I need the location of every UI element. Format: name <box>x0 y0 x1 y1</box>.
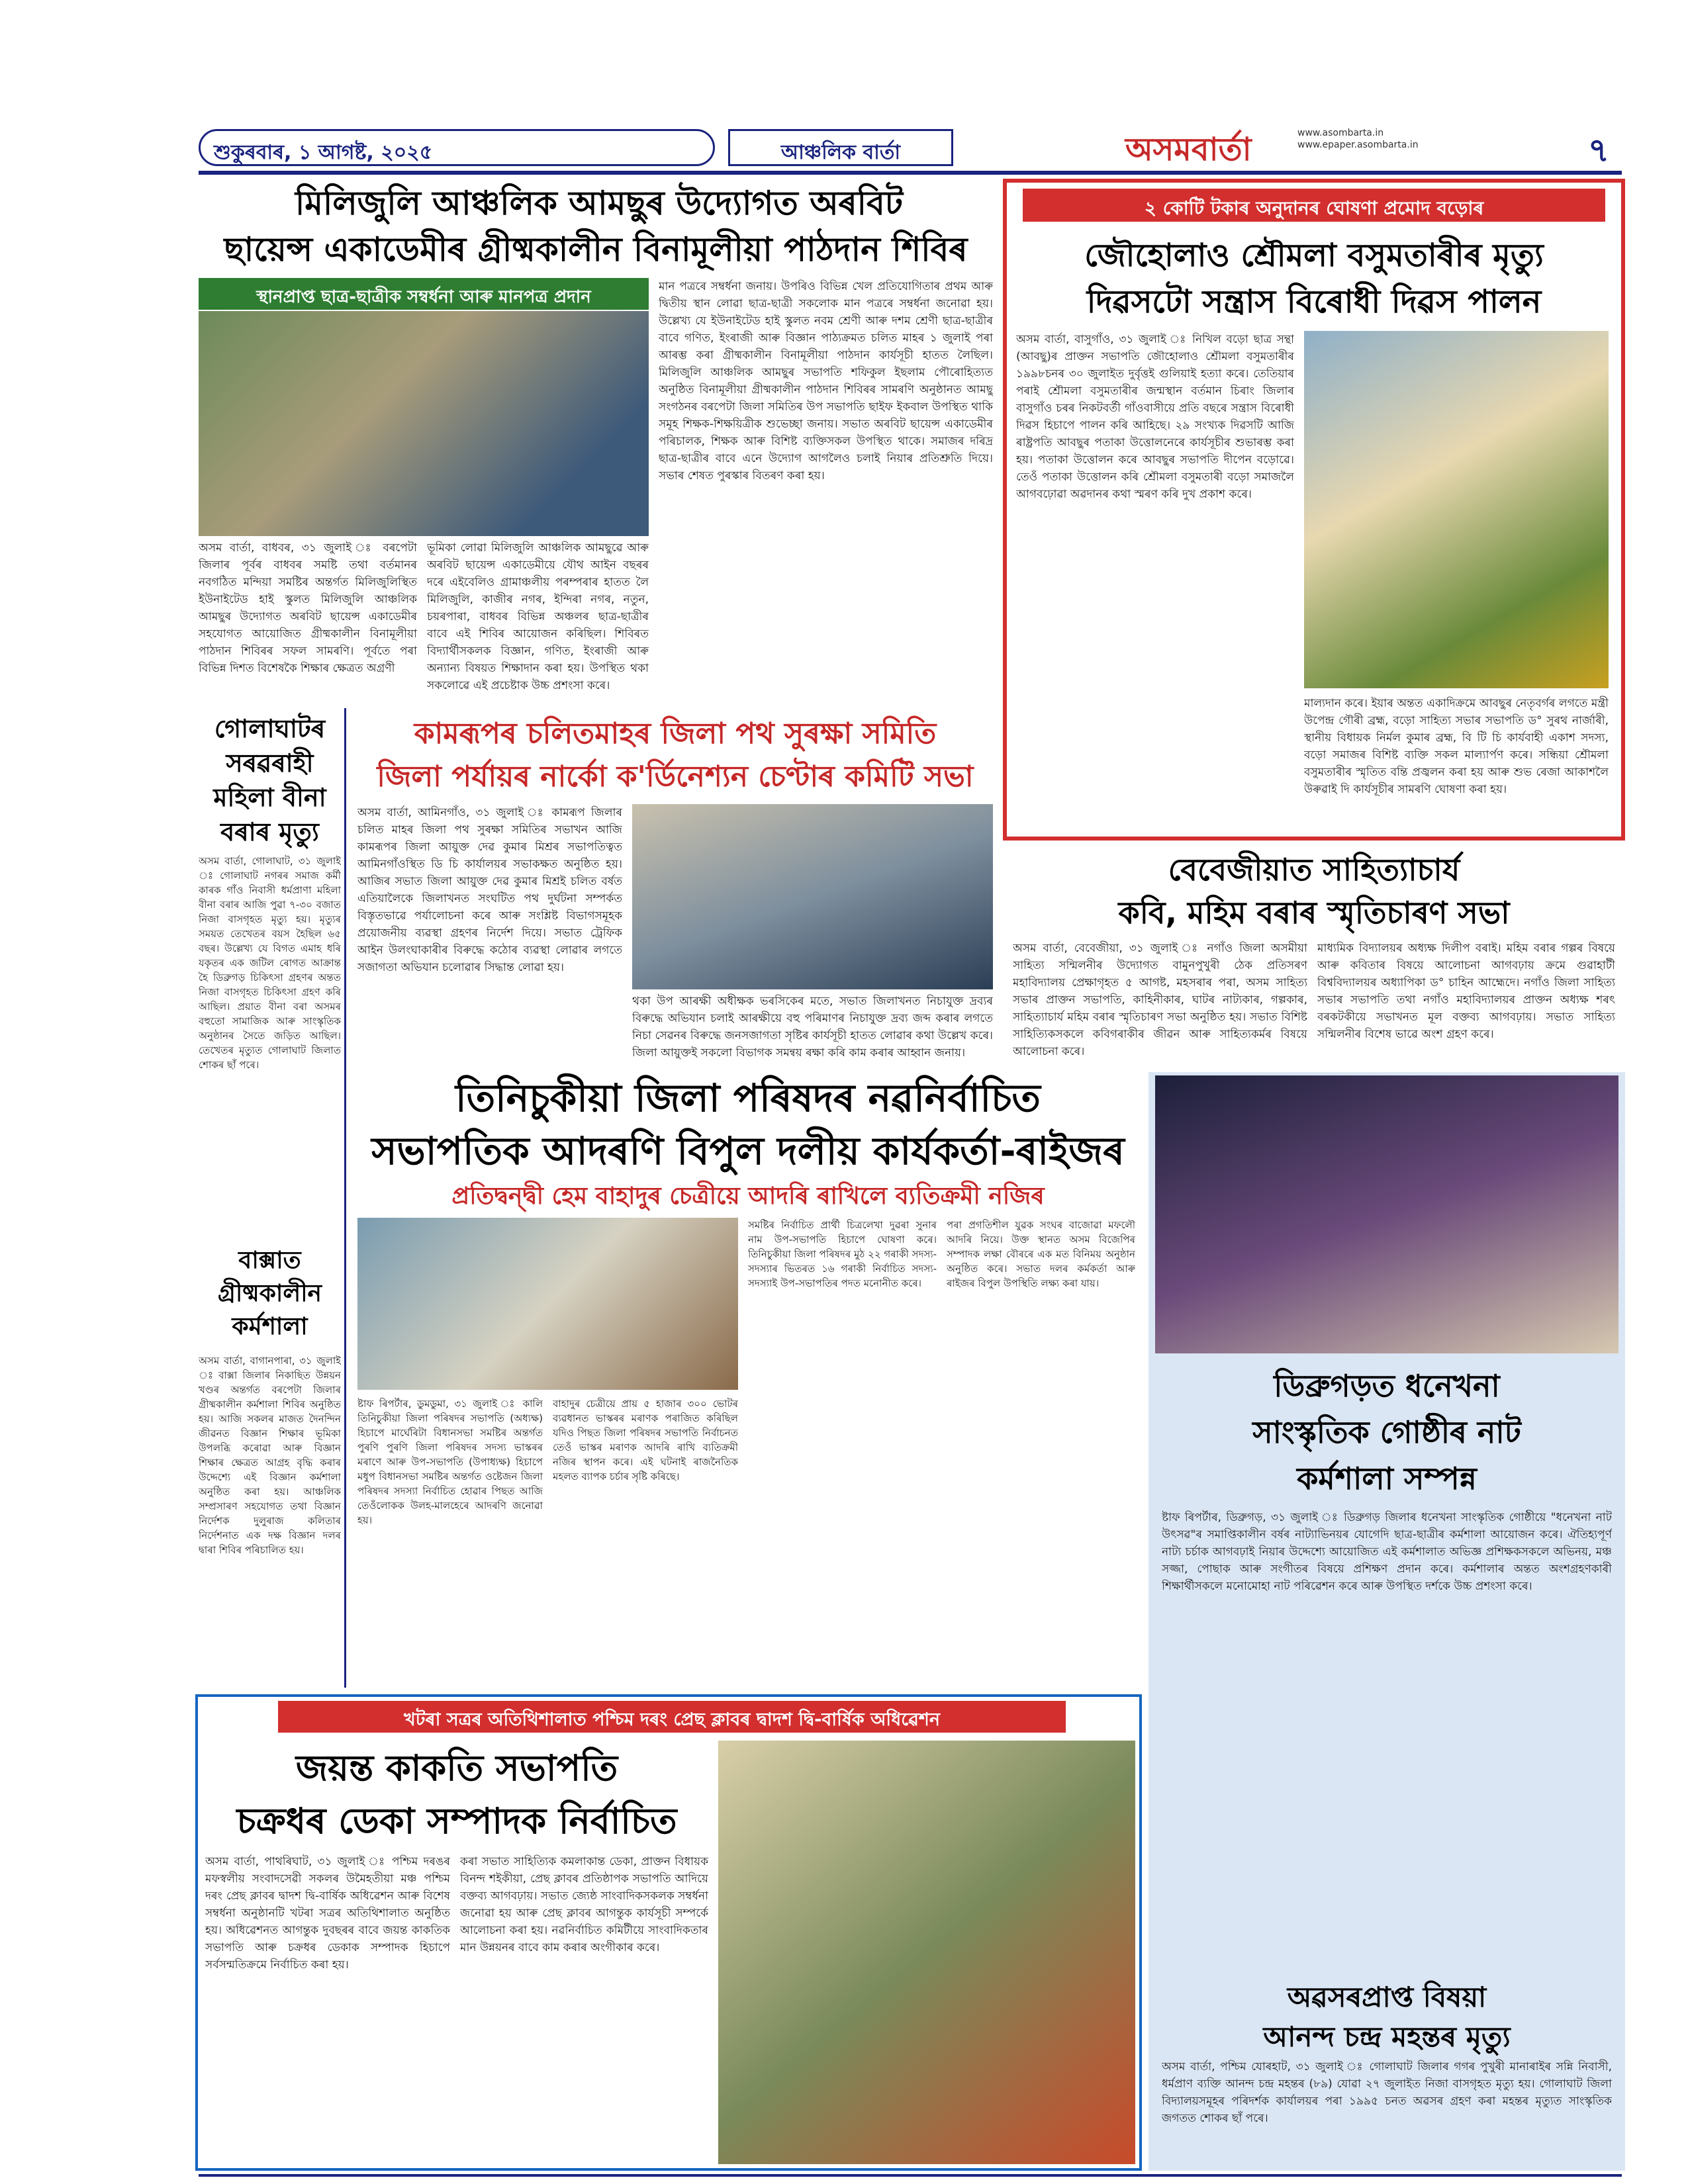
story1-body-col2: ভূমিকা লোৱা মিলিজুলি আঞ্চলিক আমছুৱে আৰু অৰবিট ছায়েন্স একাডেমীয়ে যৌথ আইন বছৰৰ দৰে এইবেলিও গ্ৰামাঞ্চলীয় পৰম্পৰাৰ হাতত লৈ মিলিজুলি, কাজীৰ নগৰ, ইন্দিৰা নগৰ, নতুন, চয়ৰপাৰা, বাধবৰ বিভিন্ন অঞ্চলৰ ছাত্ৰ-ছাত্ৰীৰ বাবে এই শিবিৰ আয়োজন কৰিছিল। শিবিৰত বিদ্যাৰ্থীসকলক বিজ্ঞান, গণিত, ইংৰাজী আৰু অন্যান্য বিষয়ত শিক্ষাদান কৰা হয়। উপস্থিত থকা সকলোৱে এই প্ৰচেষ্টাক উচ্চ প্ৰশংসা কৰে। <box>427 541 649 692</box>
header-rule <box>199 171 1622 175</box>
award-photo <box>718 1741 1135 2164</box>
website-link[interactable]: www.asombarta.in <box>1297 128 1384 138</box>
story1-group-photo <box>199 311 649 536</box>
feature-body-col1: অসম বাৰ্তা, বাসুগাঁও, ৩১ জুলাই ঃ নিখিল বড়ো ছাত্ৰ সন্থা (আবছু)ৰ প্ৰাক্তন সভাপতি জৌহোলাও শ্ৰৌমলা বসুমতাৰীৰ ১৯৯৮চনৰ ৩০ জুলাইত দুৰ্বৃত্তই গুলিয়াই হত্যা কৰে। তেতিয়াৰ পৰাই শ্ৰৌমলা বসুমতাৰীৰ জন্মস্থান বৰ্তমান চিৰাং জিলাৰ বাসুগাঁও চৰৰ নিকটবৰ্তী গাঁওবাসীয়ে প্ৰতি বছৰে সন্ত্ৰাস বিৰোধী দিৱস হিচাপে পালন কৰি আহিছে। ২৯ সংখ্যক দিৱসটি আজি ৰাষ্ট্ৰপতি আবছুৰ পতাকা উত্তোলনেৰে কাৰ্যসূচীৰ শুভাৰম্ভ কৰা হয়। পতাকা উত্তোলন কৰে আবছুৰ সভাপতি দীপেন বড়োৱে। তেওঁ পতাকা উত্তোলন কৰি শ্ৰৌমলা বসুমতাৰী বড়ো সমাজলৈ আগবঢ়োৱা অৱদানৰ কথা স্মৰণ কৰি দুখ প্ৰকাশ কৰে। <box>1016 333 1294 501</box>
feature-headline-1: জৌহোলাও শ্ৰৌমলা বসুমতাৰীৰ মৃত্যু <box>1084 237 1544 274</box>
drama-photo <box>1155 1075 1618 1353</box>
feature-banner: ২ কোটি টকাৰ অনুদানৰ ঘোষণা প্ৰমোদ বড়োৰ <box>1023 189 1605 222</box>
story3-subhead: প্ৰতিদ্বন্দ্বী হেম বাহাদুৰ চেত্ৰীয়ে আদৰি ৰাখিলে ব্যতিক্ৰমী নজিৰ <box>451 1183 1045 1210</box>
story3-body-col2: বাহাদুৰ চেত্ৰীয়ে প্ৰায় ৫ হাজাৰ ৩০০ ভোটৰ ব্যৱধানত ভাস্কৰৰ মৰাণক পৰাজিত কৰিছিল যদিও পিছত জিলা পৰিষদৰ সভাপতি নিৰ্বাচনত তেওঁ ভাস্কৰ মৰাণক আদৰি ৰাখি ব্যতিক্ৰমী নজিৰ স্থাপন কৰে। এই ঘটনাই ৰাজনৈতিক মহলত ব্যাপক চৰ্চাৰ সৃষ্টি কৰিছে। <box>553 1398 738 1482</box>
date-pill: শুকুৰবাৰ, ১ আগষ্ট, ২০২৫ <box>199 129 715 166</box>
story4-headline-1: জয়ন্ত কাকতি সভাপতি <box>295 1747 618 1789</box>
obituary-headline-2: আনন্দ চন্দ্ৰ মহন্তৰ মৃত্যু <box>1263 2021 1511 2053</box>
flag-hoisting-photo <box>1304 331 1609 688</box>
story1-body-col1: অসম বাৰ্তা, বাধবৰ, ৩১ জুলাই ঃ বৰপেটা জিলাৰ পূৰ্বৰ বাধবৰ সমষ্টি তথা বৰ্তমানৰ নবগঠিত মন্দিয়া সমষ্টিৰ অন্তৰ্গত মিলিজুলিস্থিত ইউনাইটেড হাই স্কুলত মিলিজুলি আঞ্চলিক আমছুৰ উদ্যোগত অৰবিট ছায়েন্স একাডেমীৰ সহযোগত আয়োজিত গ্ৰীষ্মকালীন বিনামূলীয়া পাঠদান শিবিৰৰ সফল সামৰণি। পূৰ্বতে পৰা বিভিন্ন দিশত বিশেষকৈ শিক্ষাৰ ক্ষেত্ৰত অগ্ৰণী <box>199 541 417 675</box>
story3-body-col4: পৰা প্ৰগতিশীল যুৱক সংঘৰ বাজোৱা মফলৌ আদৰি নিয়ে। উক্ত স্থানত অসম বিজেপিৰ সম্পাদক লক্ষা বৌৰৰে এক মত বিনিময় অনুষ্ঠান অনুষ্ঠিত কৰে। সভাত দলৰ কৰ্মকৰ্তা আৰু ৰাইজৰ বিপুল উপস্থিতি লক্ষ্য কৰা যায়। <box>947 1219 1135 1289</box>
story2-body-col1: অসম বাৰ্তা, আমিনগাঁও, ৩১ জুলাই ঃ কামৰূপ জিলাৰ চলিত মাহৰ জিলা পথ সুৰক্ষা সমিতিৰ সভাখন আজি কামৰূপৰ জিলা আয়ুক্ত দেৱ কুমাৰ মিশ্ৰৰ সভাপতিত্বত আমিনগাঁওস্থিত ডি চি কাৰ্যালয়ৰ সভাকক্ষত অনুষ্ঠিত হয়। আজিৰ সভাত জিলা আয়ুক্ত দেৱ কুমাৰ মিশ্ৰই চলিত বৰ্ষত এতিয়ালৈকে জিলাখনত সংঘটিত পথ দুৰ্ঘটনা সম্পৰ্কত বিস্তৃতভাৱে পৰ্যালোচনা কৰে আৰু সংশ্লিষ্ট বিভাগসমূহক প্ৰয়োজনীয় ব্যৱস্থা গ্ৰহণৰ নিৰ্দেশ দিয়ে। সভাত ট্ৰেফিক আইন উলংঘাকাৰীৰ বিৰুদ্ধে কঠোৰ ব্যৱস্থা লোৱাৰ লগতে সজাগতা অভিযান চলোৱাৰ সিদ্ধান্ত লোৱা হয়। <box>357 806 622 974</box>
story3-body-col3: সমষ্টিৰ নিৰ্বাচিত প্ৰাৰ্থী চিত্ৰলেখা দুৱৰা সুনাৰ নাম উপ-সভাপতি হিচাপে ঘোষণা কৰে। তিনিচুকীয়া জিলা পৰিষদৰ মুঠ ২২ গৰাকী সদস্য-সদস্যাৰ ভিতৰত ১৬ গৰাকী নিৰ্বাচিত সদস্য-সদস্যাই উপ-সভাপতিৰ পদত মনোনীত কৰে। <box>748 1219 937 1289</box>
footer-rule <box>199 2174 1622 2177</box>
story2-headline-2: জিলা পৰ্যায়ৰ নাৰ্কো ক'ৰ্ডিনেশ্যন চেণ্টাৰ কমিটি সভা <box>377 760 974 794</box>
feature-headline-2: দিৱসটো সন্ত্ৰাস বিৰোধী দিৱস পালন <box>1086 283 1542 320</box>
press-club-banner: খটৰা সত্ৰৰ অতিথিশালাত পশ্চিম দৰং প্ৰেছ ক্লাবৰ দ্বাদশ দ্বি-বাৰ্ষিক অধিৱেশন <box>278 1701 1066 1733</box>
right2-headline-1: ডিব্ৰুগড়ত ধনেখনা <box>1274 1368 1500 1404</box>
story1-subhead: স্থানপ্ৰাপ্ত ছাত্ৰ-ছাত্ৰীক সম্বৰ্ধনা আৰু মানপত্ৰ প্ৰদান <box>199 278 649 310</box>
felicitation-photo <box>357 1218 738 1390</box>
obituary-headline-1: অৱসৰপ্ৰাপ্ত বিষয়া <box>1287 1981 1487 2013</box>
meeting-photo <box>632 804 993 989</box>
right2-body: ষ্টাফ ৰিপৰ্টাৰ, ডিব্ৰুগড়, ৩১ জুলাই ঃ ডিব্ৰুগড় জিলাৰ ধনেখনা সাংস্কৃতিক গোষ্ঠীয়ে "ধনেখনা নাট উৎসৱ"ৰ সমাপ্তিকালীন বৰ্ষৰ নাট্যাভিনয়ৰ যোগেদি ছাত্ৰ-ছাত্ৰীৰ কৰ্মশালা আয়োজন কৰে। ঐতিহ্যপূৰ্ণ নাট্য চৰ্চাক আগবঢ়াই নিয়াৰ উদ্দেশ্যে আয়োজিত এই কৰ্মশালাত অভিজ্ঞ প্ৰশিক্ষকসকলে অভিনয়, মঞ্চ সজ্জা, পোছাক আৰু সংগীতৰ বিষয়ে প্ৰশিক্ষণ প্ৰদান কৰে। কৰ্মশালাৰ অন্তত অংশগ্ৰহণকাৰী শিক্ষাৰ্থীসকলে মনোমোহা নাট পৰিৱেশন কৰে আৰু উপস্থিত দৰ্শকে উচ্চ প্ৰশংসা কৰে। <box>1162 1511 1612 1593</box>
baksa-body: অসম বাৰ্তা, বাগানপাৰা, ৩১ জুলাই ঃ বাক্সা জিলাৰ নিকাছিত উন্নয়ন খণ্ডৰ অন্তৰ্গত বৰপেটা জিলাৰ গ্ৰীষ্মকালীন কৰ্মশালা শিবিৰ অনুষ্ঠিত হয়। আজি সকলৰ মাজত দৈনন্দিন জীৱনত বিজ্ঞান শিক্ষাৰ ভূমিকা উপলব্ধি কৰোৱা আৰু বিজ্ঞান শিক্ষাৰ ক্ষেত্ৰত আগ্ৰহ বৃদ্ধি কৰাৰ উদ্দেশ্যে এই বিজ্ঞান কৰ্মশালা অনুষ্ঠিত কৰা হয়। আঞ্চলিক সম্প্ৰসাৰণ সহযোগত তথা বিজ্ঞান নিৰ্দেশক দুলুৰাজ কলিতাৰ নিৰ্দেশনাত এক দক্ষ বিজ্ঞান দলৰ দ্বাৰা শিবিৰ পৰিচালিত হয়। <box>199 1355 341 1556</box>
right1-body-col2: মাধ্যমিক বিদ্যালয়ৰ অধ্যক্ষ দিলীপ বৰাই। মহিম বৰাৰ গল্পৰ বিষয়ে আৰু কবিতাৰ বিষয়ে আলোচনা আগবঢ়ায় ক্ৰমে গুৱাহাটী বিশ্ববিদ্যালয়ৰ অধ্যাপিকা ড° চাহিন আহ্মেদে। নগাঁও জিলা সাহিত্য সভাৰ সভাপতি তথা নগাঁও মহাবিদ্যালয়ৰ প্ৰাক্তন অধ্যক্ষ শৰৎ বৰকটকীয়ে সভাখনত মূল বক্তব্য আগবঢ়ায়। সভাত সাহিত্য সন্মিলনীৰ বিশেষ ভাৱে অংশ গ্ৰহণ কৰে। <box>1317 942 1615 1041</box>
story4-headline-2: চক্ৰধৰ ডেকা সম্পাদক নিৰ্বাচিত <box>236 1800 677 1842</box>
right2-headline-3: কৰ্মশালা সম্পন্ন <box>1297 1461 1477 1496</box>
golaghat-body: অসম বাৰ্তা, গোলাঘাট, ৩১ জুলাই ঃ গোলাঘাট নগৰৰ সমাজ কৰ্মী কাৰক গাঁও নিবাসী ধৰ্মপ্ৰাণা মহিলা বীনা বৰাৰ আজি পুৱা ৭-৩০ বজাত নিজা বাসগৃহত মৃত্যু হয়। মৃত্যুৰ সময়ত তেখেতৰ বয়স হৈছিল ৬৫ বছৰ। উল্লেখ্য যে বিগত এমাহ ধৰি যকৃতৰ এক জটিল ৰোগত আক্ৰান্ত হৈ ডিব্ৰুগড় চিকিৎসা গ্ৰহণৰ অন্তত নিজা বাসগৃহত চিকিৎসা গ্ৰহণ কৰি আছিল। প্ৰয়াত বীনা বৰা অসমৰ বহুতো সামাজিক আৰু সাংস্কৃতিক অনুষ্ঠানৰ সৈতে জড়িত আছিল। তেখেতৰ মৃত্যুত গোলাঘাট জিলাত শোকৰ ছাঁ পৰে। <box>199 855 341 1071</box>
newspaper-logo: অসমবাৰ্তা <box>1125 131 1252 168</box>
golaghat-headline: গোলাঘাটৰ সৰৱৰাহী মহিলা বীনা বৰাৰ মৃত্যু <box>213 714 326 846</box>
right1-headline-2: কবি, মহিম বৰাৰ স্মৃতিচাৰণ সভা <box>1118 895 1510 931</box>
right1-headline-1: বেবেজীয়াত সাহিত্যাচাৰ্য <box>1168 852 1460 887</box>
epaper-link[interactable]: www.epaper.asombarta.in <box>1297 140 1419 150</box>
story3-headline-1: তিনিচুকীয়া জিলা পৰিষদৰ নৱনিৰ্বাচিত <box>455 1075 1041 1120</box>
section-label: আঞ্চলিক বাৰ্তা <box>728 129 953 166</box>
story3-body-col1: ষ্টাফ ৰিপৰ্টাৰ, ডুমডুমা, ৩১ জুলাই ঃ কালি তিনিচুকীয়া জিলা পৰিষদৰ সভাপতি (অধ্যক্ষ) হিচাপে মাৰ্ঘেৰিটা বিধানসভা সমষ্টিৰ অন্তৰ্গত পুৰণি পুৰণি জিলা পৰিষদৰ সদস্য ভাস্কৰৰ মৰাণে আৰু উপ-সভাপতি (উপাধ্যক্ষ) হিচাপে মধুপ বিধানসভা সমষ্টিৰ অন্তৰ্গত ওষ্টেজন জিলা পৰিষদৰ সদস্যা নিৰ্বাচিত হোৱাৰ পিছত আজি তেওঁলোকক উলহ-মালহেৰে আদৰণি জনোৱা হয়। <box>357 1398 543 1526</box>
right1-body-col1: অসম বাৰ্তা, বেবেজীয়া, ৩১ জুলাই ঃ নগাঁও জিলা অসমীয়া সাহিত্য সন্মিলনীৰ উদ্যোগত বামুনপুখুৰী ঠেক প্ৰতিসৰণ মহাবিদ্যালয় প্ৰেক্ষাগৃহত ৫ আগষ্ট, মহসৰাৰ পৰা, অসম সাহিত্য সভাৰ প্ৰাক্তন সভাপতি, কাহিনীকাৰ, ঘাটৰ নাট্যকাৰ, গল্পকাৰ, সাহিত্যাচাৰ্য মহিম বৰাৰ স্মৃতিচাৰণ সভা অনুষ্ঠিত হয়। সভাত বিশিষ্ট সাহিত্যিকসকলে কবিগৰাকীৰ জীৱন আৰু সাহিত্যকৰ্মৰ বিষয়ে আলোচনা কৰে। <box>1013 942 1307 1058</box>
right2-headline-2: সাংস্কৃতিক গোষ্ঠীৰ নাট <box>1252 1414 1521 1450</box>
story1-body-col3: মান পত্ৰৰে সম্বৰ্ধনা জনায়। উপৰিও বিভিন্ন খেল প্ৰতিযোগিতাৰ প্ৰথম আৰু দ্বিতীয় স্থান লোৱা ছাত্ৰ-ছাত্ৰী সকলোক মান পত্ৰৰে সম্বৰ্ধনা জনোৱা হয়। উল্লেখ্য যে ইউনাইটেড হাই স্কুলত নবম শ্ৰেণী আৰু দশম শ্ৰেণী ছাত্ৰ-ছাত্ৰীৰ বাবে গণিত, ইংৰাজী আৰু বিজ্ঞান পাঠ্যক্ৰমত চলিত মাহৰ ১ জুলাই পৰা আৰম্ভ কৰা গ্ৰীষ্মকালীন বিনামূলীয়া পাঠদান কাৰ্যসূচী হাতত লৈছিল। মিলিজুলি আঞ্চলিক আমছুৰ সভাপতি শফিকুল ইছলাম পৌৰোহিত্যত অনুষ্ঠিত বিনামূলীয়া গ্ৰীষ্মকালীন পাঠদান শিবিৰৰ সামৰণি অনুষ্ঠানত আমছু সংগঠনৰ বৰপেটা জিলা সমিতিৰ উপ সভাপতি ছাইফ ইকবাল উপস্থিত থাকি সমূহ শিক্ষক-শিক্ষয়িত্ৰীক শুভেচ্ছা জনায়। সভাত অৰবিট ছায়েন্স একাডেমীৰ পৰিচালক, শিক্ষক আৰু বিশিষ্ট ব্যক্তিসকল উপস্থিত থাকে। সমাজৰ দৰিদ্ৰ ছাত্ৰ-ছাত্ৰীৰ বাবে এনে উদ্যোগ আগলৈও চলাই নিয়াৰ প্ৰতিশ্ৰুতি দিয়ে। সভাৰ শেষত পুৰস্কাৰ বিতৰণ কৰা হয়। <box>659 280 993 482</box>
story4-body-col2: কৰা সভাত সাহিত্যিক কমলাকান্ত ডেকা, প্ৰাক্তন বিধায়ক বিনন্দ শইকীয়া, প্ৰেছ ক্লাবৰ প্ৰতিষ্ঠাপক সভাপতি আদিয়ে বক্তব্য আগবঢ়ায়। সভাত জ্যেষ্ঠ সাংবাদিকসকলক সম্বৰ্ধনা জনোৱা হয় আৰু প্ৰেছ ক্লাবৰ আগন্তুক কাৰ্যসূচী সম্পৰ্কে আলোচনা কৰা হয়। নৱনিৰ্বাচিত কমিটীয়ে সাংবাদিকতাৰ মান উন্নয়নৰ বাবে কাম কৰাৰ অংগীকাৰ কৰে। <box>460 1855 708 1954</box>
column-divider <box>344 708 346 1688</box>
story1-headline-1: মিলিজুলি আঞ্চলিক আমছুৰ উদ্যোগত অৰবিট <box>295 184 904 222</box>
story2-body-col2: থকা উপ আৰক্ষী অধীক্ষক ভৰসিকেৰ মতে, সভাত জিলাখনত নিচাযুক্ত দ্ৰব্যৰ বিৰুদ্ধে অভিযান চলাই আৰক্ষীয়ে বহু পৰিমাণৰ নিচাযুক্ত দ্ৰব্য জব্দ কৰাৰ লগতে নিচা সেৱনৰ বিৰুদ্ধে জনসজাগতা সৃষ্টিৰ কাৰ্যসূচী হাতত লোৱাৰ কথা উল্লেখ কৰে। জিলা আয়ুক্তই সকলো বিভাগক সমন্বয় ৰক্ষা কৰি কাম কৰাৰ আহ্বান জনায়। <box>632 995 993 1060</box>
story4-body-col1: অসম বাৰ্তা, পাথৰিঘাট, ৩১ জুলাই ঃ পশ্চিম দৰঙৰ মফস্বলীয় সংবাদসেৱী সকলৰ উমৈহতীয়া মঞ্চ পশ্চিম দৰং প্ৰেছ ক্লাবৰ দ্বাদশ দ্বি-বাৰ্ষিক অধিৱেশন আৰু বিশেষ সম্বৰ্ধনা অনুষ্ঠানটি খটৰা সত্ৰৰ অতিথিশালাত অনুষ্ঠিত হয়। অধিৱেশনত আগন্তুক দুবছৰৰ বাবে জয়ন্ত কাকতিক সভাপতি আৰু চক্ৰধৰ ডেকাক সম্পাদক হিচাপে সৰ্বসন্মতিক্ৰমে নিৰ্বাচিত কৰা হয়। <box>205 1855 450 1972</box>
website-links <box>1297 127 1450 167</box>
story1-headline-2: ছায়েন্স একাডেমীৰ গ্ৰীষ্মকালীন বিনামূলীয়া পাঠদান শিবিৰ <box>224 230 968 269</box>
obituary-body: অসম বাৰ্তা, পশ্চিম যোৰহাট, ৩১ জুলাই ঃ গোলাঘাট জিলাৰ গগৰ পুখুৰী মানাৰাইৰ সন্নি নিবাসী, ধৰ্মপ্ৰাণ ব্যক্তি আনন্দ চন্দ্ৰ মহন্তৰ (৮৯) যোৱা ২৭ জুলাইত নিজা বাসগৃহত মৃত্যু হয়। গোলাঘাট জিলা বিদ্যালয়সমূহৰ পৰিদৰ্শক কাৰ্যালয়ৰ পৰা ১৯৯৫ চনত অৱসৰ গ্ৰহণ কৰা মহন্তৰ মৃত্যুত সাংস্কৃতিক জগতত শোকৰ ছাঁ পৰে। <box>1162 2060 1612 2125</box>
feature-body-col2: মাল্যদান কৰে। ইয়াৰ অন্তত একাদিক্ৰমে আবছুৰ নেতৃবৰ্গৰ লগতে মন্ত্ৰী উপেন্দ্ৰ গৌৰী ব্ৰহ্ম, বড়ো সাহিত্য সভাৰ সভাপতি ড° সুৰথ নাৰ্জাৰী, স্থানীয় বিধায়ক নিৰ্মল কুমাৰ ব্ৰহ্ম, বি টি চি কাৰ্যবাহী একাশ সদস্য, বড়ো সমাজৰ বিশিষ্ট ব্যক্তি সকল মাল্যাৰ্পণ কৰে। সন্ধিয়া শ্ৰৌমলা বসুমতাৰীৰ স্মৃতিত বন্তি প্ৰজ্বলন কৰা হয় আৰু শুভ ৰেজা আকাশলৈ উৰুৱাই দি কাৰ্যসূচীৰ সামৰণি ঘোষণা কৰা হয়। <box>1304 697 1609 796</box>
story3-headline-2: সভাপতিক আদৰণি বিপুল দলীয় কাৰ্যকৰ্তা-ৰাইজৰ <box>371 1128 1125 1173</box>
baksa-headline: বাক্সাত গ্ৰীষ্মকালীন কৰ্মশালা <box>218 1247 322 1340</box>
page-number: ৭ <box>1587 131 1610 169</box>
story2-headline-1: কামৰূপৰ চলিতমাহৰ জিলা পথ সুৰক্ষা সমিতি <box>414 717 937 751</box>
